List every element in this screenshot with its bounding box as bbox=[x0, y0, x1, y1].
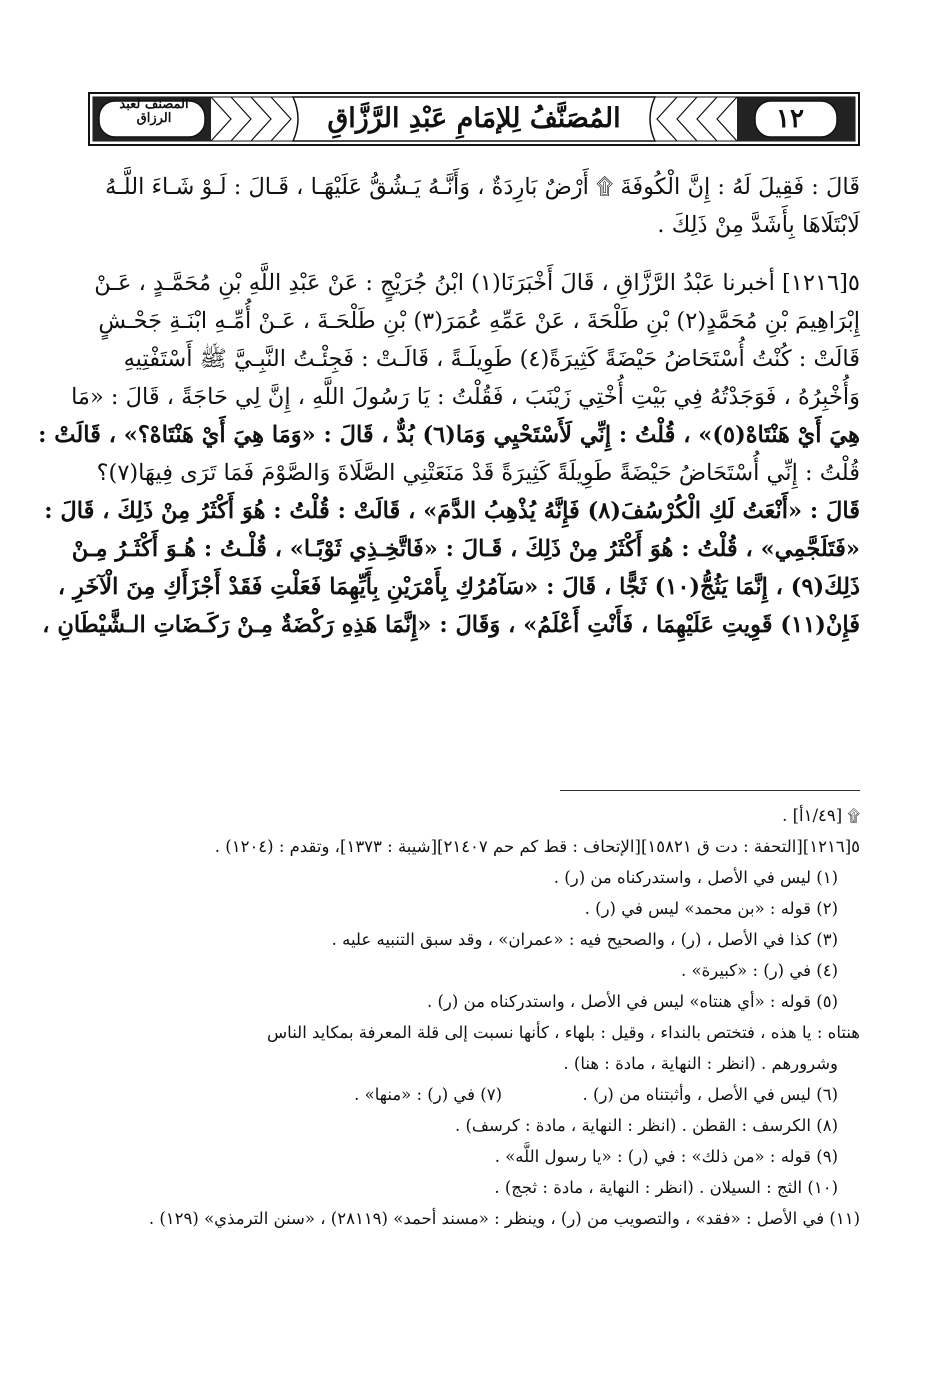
footnote: (١٠) الثج : السيلان . (انظر : النهاية ، مادة : ثجج) . bbox=[494, 1178, 838, 1197]
page-header bbox=[88, 92, 860, 146]
hadith-line: ٥[١٢١٦] أخبرنا عَبْدُ الرَّزَّاقِ ، قَالَ أَخْبَرَنَا(١) ابْنُ جُرَيْجٍ : عَنْ عَبْدِ اللَّهِ بْنِ مُحَمَّـدٍ ، عَـنْ bbox=[94, 270, 860, 296]
hadith-line: وَأُخْبِرُهُ ، فَوَجَدْتُهُ فِي بَيْتِ أُخْتِي زَيْنَبَ ، فَقُلْتُ : يَا رَسُولَ اللَّهِ ، إِنَّ لِي حَاجَةً ، قَالَ : «مَا bbox=[71, 384, 860, 410]
page-number: ١٢ bbox=[776, 104, 804, 134]
footnote-pair bbox=[95, 1079, 860, 1110]
footnote-separator bbox=[560, 790, 860, 791]
hadith-line: قَالَتْ : كُنْتُ أُسْتَحَاضُ حَيْضَةً كَثِيرَةً(٤) طَوِيلَـةً ، قَالَـتْ : فَجِئْـتُ النَّبِـيَّ ﷺ أَسْتَفْتِيهِ bbox=[123, 346, 860, 372]
folio-reference: ۩ [١/٤٩أ] . bbox=[782, 806, 860, 825]
text-line: قَالَ : فَقِيلَ لَهُ : إِنَّ الْكُوفَةَ ۩ أَرْضٌ بَارِدَةٌ ، وَأَنَّـهُ يَـشُقُّ عَلَيْهَـا ، قَـالَ : لَـوْ شَـاءَ اللَّـهُ bbox=[105, 174, 860, 200]
footnote: (٦) ليس في الأصل ، وأثبتناه من (ر) . bbox=[582, 1085, 838, 1104]
hadith-line: ذَلِكَ(٩) ، إِنَّمَا يَثُجُّ(١٠) ثَجًّا ، قَالَ : «سَآمُرُكِ بِأَمْرَيْنِ بِأَيِّهِمَا فَعَلْتِ فَقَدْ أَجْزَأَكِ مِنَ الْآخَرِ ، bbox=[57, 574, 860, 600]
hadith-line: هِيَ أَيْ هَنْتَاهْ(٥)» ، قُلْتُ : إِنِّي لَأَسْتَحْيِي وَمَا(٦) بُدٌّ ، قَالَ : «وَمَا هِيَ أَيْ هَنْتَاهْ؟» ، قَالَتْ : bbox=[38, 422, 860, 448]
footnote: (٩) قوله : «من ذلك» : في (ر) : «يا رسول اللَّه» . bbox=[494, 1147, 838, 1166]
main-text bbox=[38, 168, 860, 644]
footnotes bbox=[95, 800, 860, 1234]
footnote: (٢) قوله : «بن محمد» ليس في (ر) . bbox=[584, 899, 838, 918]
text-line: لَابْتَلَاهَا بِأَشَدَّ مِنْ ذَلِكَ . bbox=[657, 212, 860, 238]
footnote: (١) ليس في الأصل ، واستدركناه من (ر) . bbox=[553, 868, 838, 887]
footnote: (٧) في (ر) : «منها» . bbox=[354, 1085, 503, 1104]
takhrij-note: ٥[١٢١٦][التحفة : دت ق ١٥٨٢١][الإتحاف : قط كم حم ٢١٤٠٧][شيبة : ١٣٧٣]، وتقدم : (١٢٠٤) . bbox=[214, 837, 860, 856]
hadith-line: إِبْرَاهِيمَ بْنِ مُحَمَّدٍ(٢) بْنِ طَلْحَةَ ، عَنْ عَمِّهِ عُمَرَ(٣) بْنِ طَلْحَـةَ ، عَـنْ أُمِّـهِ ابْنَـةِ جَحْـشٍ bbox=[98, 308, 860, 334]
footnote: (١١) في الأصل : «فقد» ، والتصويب من (ر) ، وينظر : «مسند أحمد» (٢٨١١٩) ، «سنن الترمذي» (١٢٩) . bbox=[148, 1209, 860, 1228]
footnote: (٨) الكرسف : القطن . (انظر : النهاية ، مادة : كرسف) . bbox=[454, 1116, 838, 1135]
footnote-gloss: هنتاه : يا هذه ، فتختص بالنداء ، وقيل : بلهاء ، كأنها نسبت إلى قلة المعرفة بمكايد الناس bbox=[267, 1023, 860, 1042]
hadith-line: «فَتَلَجَّمِي» ، قُلْتُ : هُوَ أَكْثَرُ مِنْ ذَلِكَ ، قَـالَ : «فَاتَّخِـذِي ثَوْبًـا» ، قُلْـتُ : هُـوَ أَكْثَـرُ مِـنْ bbox=[71, 536, 860, 562]
running-header-title: المُصَنَّفُ لِلإمَامِ عَبْدِ الرَّزَّاقِ bbox=[327, 103, 621, 134]
paragraph-gap bbox=[95, 244, 860, 264]
hadith-line: قُلْتُ : إِنِّي أُسْتَحَاضُ حَيْضَةً طَوِيلَةً كَثِيرَةً قَدْ مَنَعَتْنِي الصَّلَاةَ وَالصَّوْمَ فَمَا تَرَى فِيهَا(٧)؟ bbox=[96, 460, 860, 486]
footnote-gloss-cont: وشرورهم . (انظر : النهاية ، مادة : هنا) . bbox=[563, 1054, 838, 1073]
hadith-line: قَالَ : «أَنْعَتُ لَكِ الْكُرْسُفَ(٨) فَإِنَّهُ يُذْهِبُ الدَّمَ» ، قَالَتْ : قُلْتُ : هُوَ أَكْثَرُ مِنْ ذَلِكَ ، قَالَ : bbox=[44, 498, 860, 524]
footnote: (٤) في (ر) : «كبيرة» . bbox=[680, 961, 838, 980]
footnote: (٥) قوله : «أي هنتاه» ليس في الأصل ، واستدركناه من (ر) . bbox=[426, 992, 838, 1011]
hadith-line: فَإِنْ(١١) قَوِيتِ عَلَيْهِمَا ، فَأَنْتِ أَعْلَمُ» ، وَقَالَ : «إِنَّمَا هَذِهِ رَكْضَةٌ مِـنْ رَكَـضَاتِ الـشَّيْطَانِ ، bbox=[42, 612, 860, 638]
header-seal-text: المصنف لعبد الرزاق bbox=[119, 97, 189, 126]
footnote: (٣) كذا في الأصل ، (ر) ، والصحيح فيه : «عمران» ، وقد سبق التنبيه عليه . bbox=[331, 930, 838, 949]
